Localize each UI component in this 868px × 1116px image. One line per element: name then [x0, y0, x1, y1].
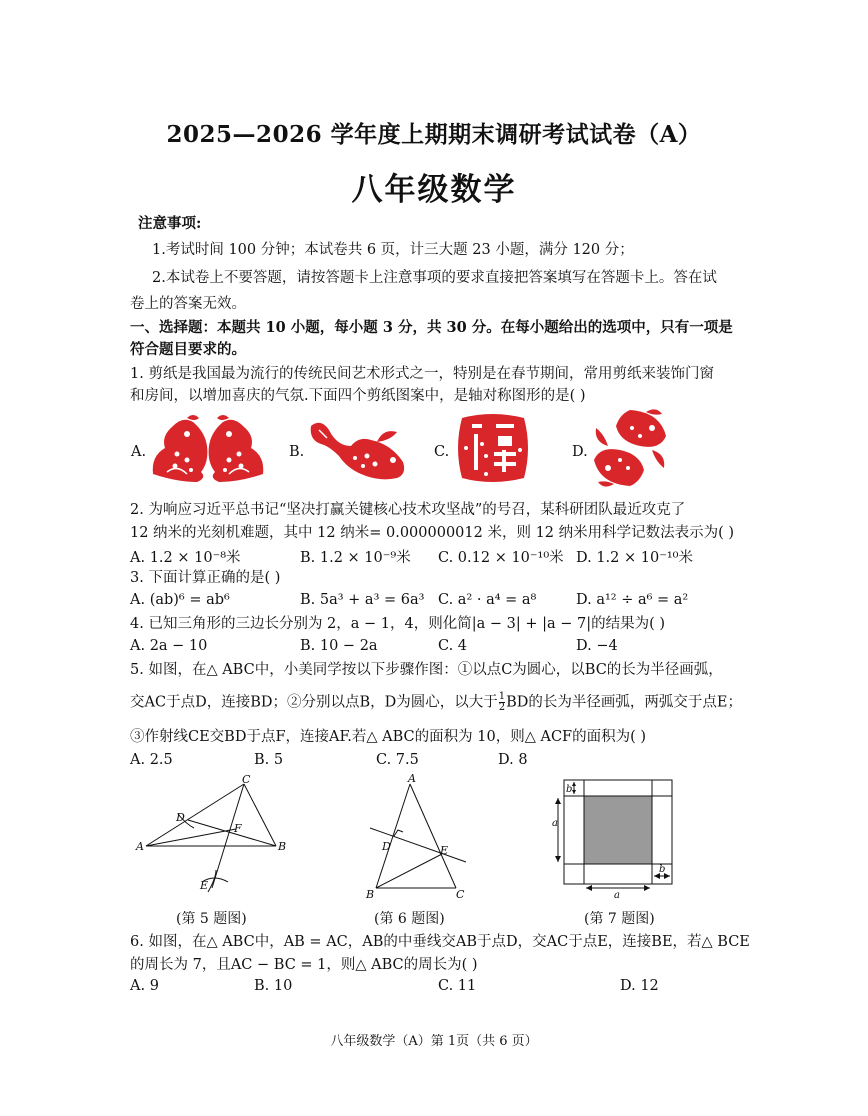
fig7-label-a-left: a: [552, 818, 558, 829]
fig5-label-d: D: [176, 811, 185, 824]
papercut-two-fish-circle-image: [590, 406, 670, 490]
section-1-heading-line-2: 符合题目要求的。: [130, 341, 246, 358]
notice-item-1: 1.考试时间 100 分钟；本试卷共 6 页，计三大题 23 小题，满分 120 分；: [152, 242, 634, 258]
q4-option-c: C. 4: [438, 638, 468, 654]
q5-option-d: D. 8: [498, 752, 528, 768]
figure-7-square-diagram: [548, 774, 680, 902]
notice-item-2-line-2: 卷上的答案无效。: [130, 296, 246, 312]
figure-6-caption: (第 6 题图): [374, 911, 445, 927]
section-1-heading-line-1: 一、选择题：本题共 10 小题，每小题 3 分，共 30 分。在每小题给出的选项中，只有一项是: [130, 319, 733, 336]
q5-stem-line-2-part-1: 交AC于点D，连接BD；②分别以点B，D为圆心，以大于: [130, 694, 498, 711]
q5-stem-line-2-part-2: BD的长为半径画弧，两弧交于点E；: [506, 694, 743, 711]
papercut-twin-fish-image: [147, 412, 269, 484]
q1-stem-line-2: 和房间，以增加喜庆的气氛.下面四个剪纸图案中，是轴对称图形的是( ): [130, 388, 586, 404]
one-half-fraction: [499, 692, 505, 713]
fig6-label-d: D: [382, 840, 391, 853]
q3-option-b: B. 5a³ + a³ = 6a³: [300, 592, 425, 608]
fig7-label-b-right: b: [659, 864, 666, 875]
notice-item-2-line-1: 2.本试卷上不要答题，请按答题卡上注意事项的要求直接把答案填写在答题卡上。答在试: [152, 270, 717, 286]
q3-stem: 3. 下面计算正确的是( ): [130, 570, 281, 586]
fig6-label-b: B: [366, 888, 375, 901]
exam-title: 2025—2026 学年度上期期末调研考试试卷（A）: [166, 121, 702, 148]
fig7-label-a-bottom: a: [614, 890, 620, 901]
q1-option-b-label: B.: [289, 444, 305, 460]
q4-option-b: B. 10 − 2a: [300, 638, 378, 654]
q3-option-d: D. a¹² ÷ a⁶ = a²: [576, 592, 689, 608]
q5-option-c: C. 7.5: [376, 752, 419, 768]
fig6-label-e: E: [440, 844, 449, 857]
q2-option-d: D. 1.2 × 10⁻¹⁰米: [576, 550, 693, 566]
right-angle-mark: [394, 830, 403, 836]
q5-stem-line-1: 5. 如图，在△ ABC中，小美同学按以下步骤作图：①以点C为圆心，以BC的长为半径画弧，: [130, 662, 723, 678]
fig5-label-c: C: [242, 774, 251, 786]
q1-option-c-label: C.: [434, 444, 450, 460]
q2-option-c: C. 0.12 × 10⁻¹⁰米: [438, 550, 564, 566]
page-footer: 八年级数学（A）第 1页（共 6 页）: [330, 1034, 538, 1049]
fig5-label-a: A: [136, 840, 144, 853]
papercut-carp-image: [307, 416, 415, 482]
q2-stem-line-1: 2. 为响应习近平总书记“坚决打赢关键核心技术攻坚战”的号召，某科研团队最近攻克了: [130, 502, 686, 518]
q6-option-d: D. 12: [620, 978, 659, 994]
shaded-square: [584, 796, 652, 864]
q6-option-c: C. 11: [438, 978, 477, 994]
fig5-label-f: F: [234, 822, 242, 835]
q3-option-a: A. (ab)⁶ = ab⁶: [130, 592, 230, 608]
segment-cb: [244, 784, 276, 846]
q1-option-d-label: D.: [572, 444, 588, 460]
papercut-fortune-character-image: [452, 410, 534, 486]
q5-stem-line-2: [130, 692, 742, 713]
q1-option-a-label: A.: [131, 444, 147, 460]
figure-6-triangle-diagram: [364, 774, 476, 902]
fraction-numerator: 1: [498, 691, 506, 702]
q4-option-d: D. −4: [576, 638, 618, 654]
q2-option-b: B. 1.2 × 10⁻⁹米: [300, 550, 411, 566]
figure-5-caption: (第 5 题图): [176, 911, 247, 927]
figure-5-construction-diagram: [134, 774, 294, 900]
fig6-label-a: A: [408, 774, 416, 785]
q2-stem-line-2: 12 纳米的光刻机难题，其中 12 纳米= 0.000000012 米，则 12 纳米用科学记数法表示为( ): [130, 525, 735, 541]
q6-stem-line-1: 6. 如图，在△ ABC中，AB = AC，AB的中垂线交AB于点D，交AC于点E，连接BE，若△ BCE: [130, 934, 750, 950]
figure-7-caption: (第 7 题图): [584, 911, 655, 927]
fig6-label-c: C: [456, 888, 465, 901]
notice-heading: 注意事项:: [138, 215, 202, 232]
q1-stem-line-1: 1. 剪纸是我国最为流行的传统民间艺术形式之一，特别是在春节期间，常用剪纸来装饰门窗: [130, 366, 714, 382]
q2-option-a: A. 1.2 × 10⁻⁸米: [130, 550, 241, 566]
arc-at-e-2: [208, 870, 216, 892]
q5-option-a: A. 2.5: [130, 752, 173, 768]
q3-option-c: C. a² · a⁴ = a⁸: [438, 592, 537, 608]
ray-ce: [212, 784, 244, 888]
segment-ac: [410, 784, 456, 888]
fig7-label-b-top: b: [566, 784, 573, 795]
q5-stem-line-3: ③作射线CE交BD于点F，连接AF.若△ ABC的面积为 10，则△ ACF的面积为( ): [130, 729, 647, 745]
q6-option-a: A. 9: [130, 978, 159, 994]
q6-option-b: B. 10: [254, 978, 293, 994]
q5-option-b: B. 5: [254, 752, 284, 768]
fig5-label-b: B: [278, 840, 287, 853]
fig5-label-e: E: [200, 879, 209, 892]
fraction-denominator: 2: [498, 702, 506, 713]
q4-option-a: A. 2a − 10: [130, 638, 208, 654]
q4-stem: 4. 已知三角形的三边长分别为 2，a − 1，4，则化简|a − 3| + |a − 7|的结果为( ): [130, 616, 666, 632]
q6-stem-line-2: 的周长为 7，且AC − BC = 1，则△ ABC的周长为( ): [130, 957, 478, 973]
subject-title: 八年级数学: [351, 172, 517, 208]
